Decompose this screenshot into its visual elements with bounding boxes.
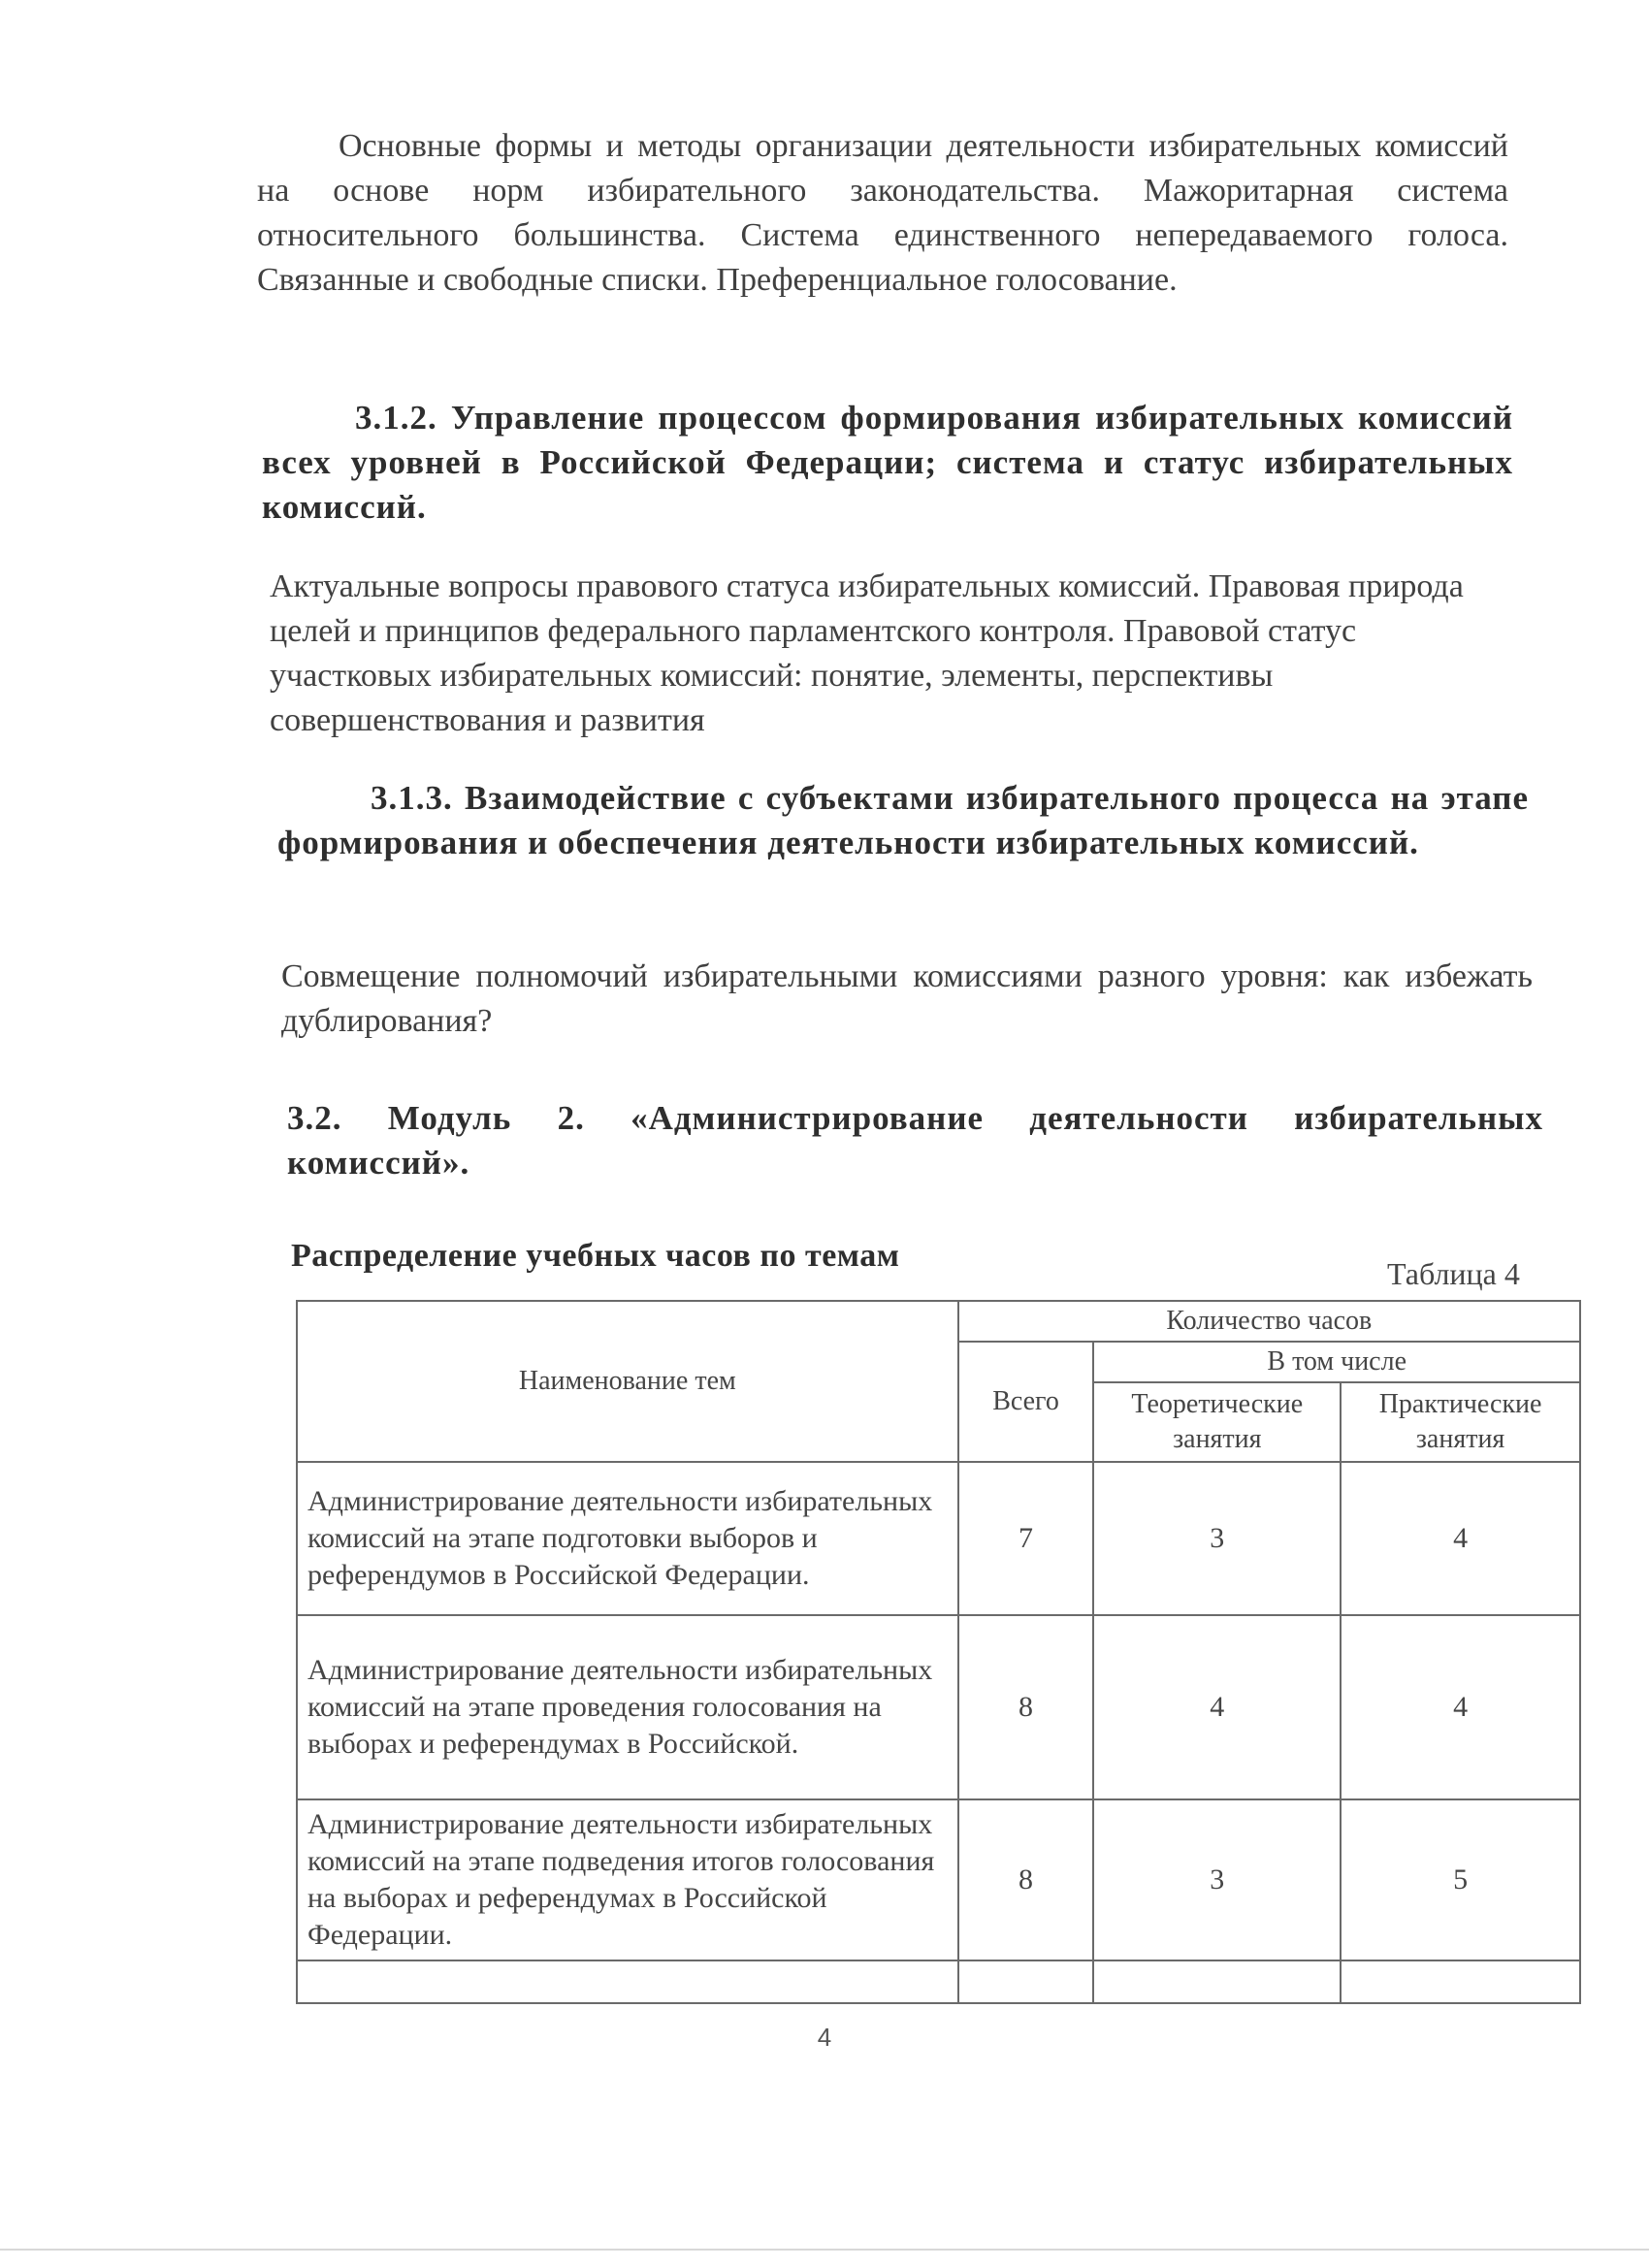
section-3-2-heading: 3.2. Модуль 2. «Администрирование деятельности избирательных комиссий».: [287, 1099, 1543, 1182]
table-header-row-1: [297, 1301, 1580, 1342]
row-theory: 4: [1093, 1615, 1341, 1799]
row-total: 8: [958, 1615, 1094, 1799]
section-3-1-2-heading: 3.1.2. Управление процессом формирования избирательных комиссий всех уровней в Российской Федерации; система и статус избирательных комиссий.: [262, 399, 1513, 526]
header-hours-group: Количество часов: [958, 1301, 1580, 1342]
scan-edge-line: [0, 2249, 1649, 2251]
empty-cell: [1093, 1960, 1341, 2003]
header-theory: Теоретические занятия: [1093, 1382, 1341, 1462]
row-topic: Администрирование деятельности избирательных комиссий на этапе подведения итогов голосования на выборах и референдумах в Российской Федерации.: [297, 1799, 958, 1960]
empty-cell: [958, 1960, 1094, 2003]
row-practice: 4: [1341, 1615, 1580, 1799]
table-row: [297, 1615, 1580, 1799]
header-practice: Практические занятия: [1341, 1382, 1580, 1462]
header-total: Всего: [958, 1342, 1094, 1462]
section-3-1-3-body: Совмещение полномочий избирательными комиссиями разного уровня: как избежать дублирования?: [281, 958, 1533, 1039]
header-including: В том числе: [1093, 1342, 1580, 1382]
table-number-label: Таблица 4: [1387, 1256, 1520, 1291]
row-practice: 4: [1341, 1462, 1580, 1615]
table-row: [297, 1799, 1580, 1960]
page-number: 4: [817, 2023, 832, 2052]
row-total: 8: [958, 1799, 1094, 1960]
empty-cell: [1341, 1960, 1580, 2003]
table-row: [297, 1462, 1580, 1615]
intro-paragraph: Основные формы и методы организации деятельности избирательных комиссий на основе норм избирательного законодательства. Мажоритарная система относительного большинства. Система единственного непередаваемого голоса. Связанные и свободные списки. Преференциальное голосование.: [257, 128, 1508, 298]
table-caption: Распределение учебных часов по темам: [291, 1238, 900, 1274]
section-3-1-2-body: Актуальные вопросы правового статуса избирательных комиссий. Правовая природа целей и принципов федерального парламентского контроля. Правовой статус участковых избирательных комиссий: понятие, элементы, перспективы совершенствования и развития: [270, 568, 1464, 738]
row-theory: 3: [1093, 1799, 1341, 1960]
hours-distribution-table: [296, 1300, 1581, 2004]
row-practice: 5: [1341, 1799, 1580, 1960]
table-empty-row: [297, 1960, 1580, 2003]
empty-cell: [297, 1960, 958, 2003]
header-topic: Наименование тем: [297, 1301, 958, 1462]
row-theory: 3: [1093, 1462, 1341, 1615]
section-3-1-3-heading: 3.1.3. Взаимодействие с субъектами избирательного процесса на этапе формирования и обеспечения деятельности избирательных комиссий.: [277, 779, 1529, 861]
row-total: 7: [958, 1462, 1094, 1615]
row-topic: Администрирование деятельности избирательных комиссий на этапе подготовки выборов и референдумов в Российской Федерации.: [297, 1462, 958, 1615]
row-topic: Администрирование деятельности избирательных комиссий на этапе проведения голосования на выборах и референдумах в Российской.: [297, 1615, 958, 1799]
